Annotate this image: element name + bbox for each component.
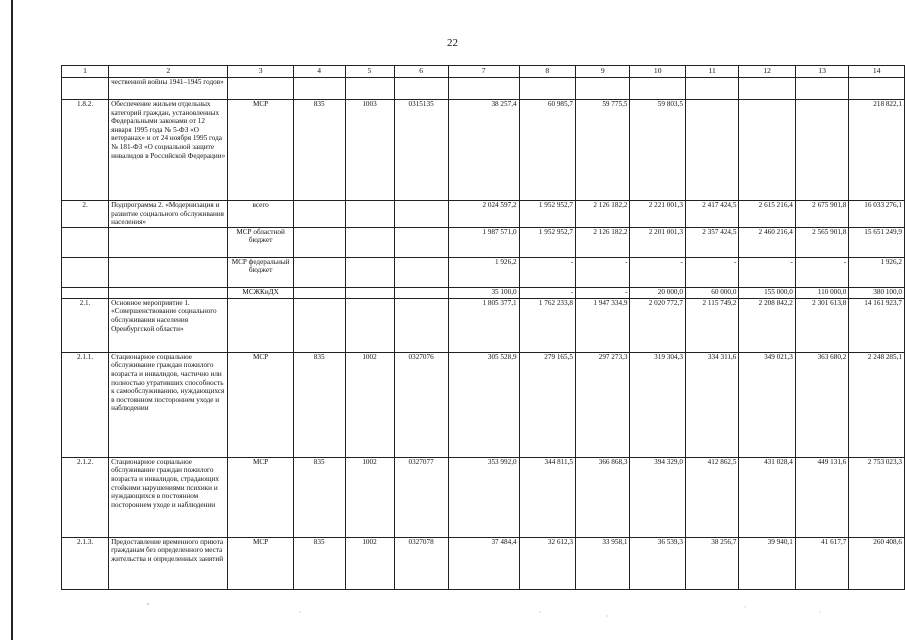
header-cell: 9 xyxy=(576,66,630,78)
amount-cell: - xyxy=(685,257,739,287)
header-cell: 4 xyxy=(293,66,345,78)
amount-cell: 1 926,2 xyxy=(849,257,905,287)
header-cell: 11 xyxy=(685,66,739,78)
amount-cell: 41 617,7 xyxy=(795,537,849,589)
funding-source-cell xyxy=(228,298,293,352)
code-target-cell xyxy=(394,227,448,257)
amount-cell: 155 000,0 xyxy=(739,287,795,298)
amount-cell: - xyxy=(519,287,575,298)
budget-table xyxy=(61,65,905,590)
amount-cell xyxy=(849,78,905,100)
row-number-cell: 2.1.2. xyxy=(62,457,109,537)
amount-cell xyxy=(630,78,685,100)
funding-source-cell: МСЖКиДХ xyxy=(228,287,293,298)
table-row xyxy=(62,298,905,352)
code-section-cell xyxy=(345,298,394,352)
table-row xyxy=(62,201,905,228)
activity-name-cell: Подпрограмма 2. «Модернизация и развитие социального обслуживания населения» xyxy=(109,201,228,228)
header-cell: 3 xyxy=(228,66,293,78)
amount-cell xyxy=(739,100,795,201)
amount-cell xyxy=(685,100,739,201)
table-row xyxy=(62,352,905,457)
code-section-cell: 1003 xyxy=(345,100,394,201)
amount-cell: 2 357 424,5 xyxy=(685,227,739,257)
header-cell: 13 xyxy=(795,66,849,78)
header-cell: 8 xyxy=(519,66,575,78)
amount-cell: 33 958,1 xyxy=(576,537,630,589)
funding-source-cell: МСР xyxy=(228,537,293,589)
amount-cell: 2 221 001,3 xyxy=(630,201,685,228)
amount-cell: 334 311,6 xyxy=(685,352,739,457)
amount-cell: 2 675 901,8 xyxy=(795,201,849,228)
code-grbs-cell xyxy=(293,257,345,287)
code-target-cell xyxy=(394,287,448,298)
amount-cell: 305 528,9 xyxy=(448,352,519,457)
amount-cell: 1 987 571,0 xyxy=(448,227,519,257)
row-number-cell xyxy=(62,227,109,257)
activity-name-cell xyxy=(109,257,228,287)
code-target-cell: 0327077 xyxy=(394,457,448,537)
amount-cell: 1 952 952,7 xyxy=(519,201,575,228)
code-grbs-cell xyxy=(293,201,345,228)
funding-source-cell: МСР xyxy=(228,352,293,457)
activity-name-cell xyxy=(109,287,228,298)
page-number: 22 xyxy=(447,37,458,49)
amount-cell: 319 304,3 xyxy=(630,352,685,457)
amount-cell: 2 417 424,5 xyxy=(685,201,739,228)
code-section-cell: 1002 xyxy=(345,457,394,537)
amount-cell: 279 165,5 xyxy=(519,352,575,457)
table-row xyxy=(62,78,905,100)
amount-cell: 412 862,5 xyxy=(685,457,739,537)
code-section-cell xyxy=(345,227,394,257)
amount-cell: 37 484,4 xyxy=(448,537,519,589)
row-number-cell: 1.8.2. xyxy=(62,100,109,201)
amount-cell: 2 248 285,1 xyxy=(849,352,905,457)
funding-source-cell: МСР федеральный бюджет xyxy=(228,257,293,287)
amount-cell: 2 208 842,2 xyxy=(739,298,795,352)
amount-cell: 2 460 216,4 xyxy=(739,227,795,257)
header-cell: 10 xyxy=(630,66,685,78)
amount-cell: 297 273,3 xyxy=(576,352,630,457)
activity-name-cell: Стационарное социальное обслуживание граждан пожилого возраста и инвалидов, страдающих стойкими нарушениями психики и нуждающихся в постоянном постороннем уходе и наблюдении xyxy=(109,457,228,537)
amount-cell: 14 161 923,7 xyxy=(849,298,905,352)
row-number-cell: 2.1.1. xyxy=(62,352,109,457)
activity-name-cell xyxy=(109,227,228,257)
amount-cell: 2 020 772,7 xyxy=(630,298,685,352)
amount-cell: 39 940,1 xyxy=(739,537,795,589)
table-row xyxy=(62,537,905,589)
amount-cell: 260 408,6 xyxy=(849,537,905,589)
code-grbs-cell xyxy=(293,227,345,257)
amount-cell: 2 126 182,2 xyxy=(576,227,630,257)
row-number-cell xyxy=(62,257,109,287)
amount-cell xyxy=(448,78,519,100)
code-target-cell xyxy=(394,298,448,352)
header-cell: 2 xyxy=(109,66,228,78)
code-grbs-cell: 835 xyxy=(293,537,345,589)
amount-cell: 363 680,2 xyxy=(795,352,849,457)
amount-cell: 2 024 597,2 xyxy=(448,201,519,228)
table-row xyxy=(62,100,905,201)
amount-cell: 449 131,6 xyxy=(795,457,849,537)
code-section-cell xyxy=(345,257,394,287)
amount-cell: 1 762 233,8 xyxy=(519,298,575,352)
amount-cell: 344 811,5 xyxy=(519,457,575,537)
code-target-cell: 0315135 xyxy=(394,100,448,201)
code-grbs-cell xyxy=(293,298,345,352)
activity-name-cell: Обеспечение жильем отдельных категорий граждан, установленных Федеральными законами от 12 января 1995 года № 5-ФЗ «О ветеранах» и от 24 ноября 1995 года № 181-ФЗ «О социальной защите инвалидов в Российской Федерации» xyxy=(109,100,228,201)
amount-cell: - xyxy=(630,257,685,287)
header-cell: 7 xyxy=(448,66,519,78)
activity-name-cell: Стационарное социальное обслуживание граждан пожилого возраста и инвалидов, частично или полностью утративших способность к самообслуживанию, нуждающихся в постоянном постороннем уходе и наблюдении xyxy=(109,352,228,457)
amount-cell: - xyxy=(576,287,630,298)
amount-cell: 2 615 216,4 xyxy=(739,201,795,228)
amount-cell: 60 985,7 xyxy=(519,100,575,201)
activity-name-cell: Основное мероприятие 1. «Совершенствование социального обслуживания населения Оренбургской области» xyxy=(109,298,228,352)
amount-cell: 1 805 377,1 xyxy=(448,298,519,352)
amount-cell: 2 301 613,8 xyxy=(795,298,849,352)
amount-cell: - xyxy=(739,257,795,287)
amount-cell: 1 926,2 xyxy=(448,257,519,287)
amount-cell: 2 126 182,2 xyxy=(576,201,630,228)
funding-source-cell: МСР xyxy=(228,457,293,537)
code-target-cell xyxy=(394,201,448,228)
amount-cell: 1 952 952,7 xyxy=(519,227,575,257)
code-section-cell xyxy=(345,287,394,298)
amount-cell: 16 033 276,1 xyxy=(849,201,905,228)
funding-source-cell xyxy=(228,78,293,100)
code-section-cell: 1002 xyxy=(345,352,394,457)
amount-cell xyxy=(739,78,795,100)
row-number-cell xyxy=(62,287,109,298)
amount-cell xyxy=(795,78,849,100)
amount-cell: 32 612,3 xyxy=(519,537,575,589)
amount-cell: 2 753 023,3 xyxy=(849,457,905,537)
code-section-cell: 1002 xyxy=(345,537,394,589)
header-cell: 5 xyxy=(345,66,394,78)
activity-name-cell: чественной войны 1941–1945 годов» xyxy=(109,78,228,100)
amount-cell: 35 100,0 xyxy=(448,287,519,298)
amount-cell: 38 256,7 xyxy=(685,537,739,589)
table-header-row xyxy=(62,66,905,78)
code-grbs-cell: 835 xyxy=(293,457,345,537)
header-cell: 14 xyxy=(849,66,905,78)
code-target-cell: 0327078 xyxy=(394,537,448,589)
code-target-cell: 0327076 xyxy=(394,352,448,457)
code-target-cell xyxy=(394,257,448,287)
amount-cell: - xyxy=(519,257,575,287)
amount-cell xyxy=(519,78,575,100)
amount-cell: 20 000,0 xyxy=(630,287,685,298)
table-row xyxy=(62,257,905,287)
row-number-cell xyxy=(62,78,109,100)
funding-source-cell: всего xyxy=(228,201,293,228)
amount-cell: 353 992,0 xyxy=(448,457,519,537)
amount-cell: - xyxy=(795,257,849,287)
code-target-cell xyxy=(394,78,448,100)
code-grbs-cell: 835 xyxy=(293,352,345,457)
amount-cell: 394 329,0 xyxy=(630,457,685,537)
amount-cell: 60 000,0 xyxy=(685,287,739,298)
amount-cell: 1 947 334,9 xyxy=(576,298,630,352)
code-grbs-cell xyxy=(293,287,345,298)
amount-cell: 15 651 249,9 xyxy=(849,227,905,257)
amount-cell: 2 115 749,2 xyxy=(685,298,739,352)
funding-source-cell: МСР xyxy=(228,100,293,201)
amount-cell: 110 000,0 xyxy=(795,287,849,298)
header-cell: 12 xyxy=(739,66,795,78)
row-number-cell: 2.1.3. xyxy=(62,537,109,589)
activity-name-cell: Предоставление временного приюта гражданам без определенного места жительства и определенных занятий xyxy=(109,537,228,589)
page-edge-line xyxy=(11,0,13,640)
row-number-cell: 2.1. xyxy=(62,298,109,352)
amount-cell: 366 868,3 xyxy=(576,457,630,537)
table-row xyxy=(62,457,905,537)
amount-cell: 36 539,3 xyxy=(630,537,685,589)
amount-cell: 218 822,1 xyxy=(849,100,905,201)
code-grbs-cell xyxy=(293,78,345,100)
header-cell: 6 xyxy=(394,66,448,78)
code-section-cell xyxy=(345,201,394,228)
amount-cell xyxy=(795,100,849,201)
header-cell: 1 xyxy=(62,66,109,78)
row-number-cell: 2. xyxy=(62,201,109,228)
amount-cell: 2 565 901,8 xyxy=(795,227,849,257)
amount-cell: 59 775,5 xyxy=(576,100,630,201)
amount-cell: - xyxy=(576,257,630,287)
amount-cell: 59 803,5 xyxy=(630,100,685,201)
amount-cell xyxy=(685,78,739,100)
amount-cell: 2 201 001,3 xyxy=(630,227,685,257)
table-row xyxy=(62,287,905,298)
code-section-cell xyxy=(345,78,394,100)
amount-cell: 38 257,4 xyxy=(448,100,519,201)
funding-source-cell: МСР областной бюджет xyxy=(228,227,293,257)
amount-cell: 380 100,0 xyxy=(849,287,905,298)
code-grbs-cell: 835 xyxy=(293,100,345,201)
amount-cell: 349 021,3 xyxy=(739,352,795,457)
amount-cell xyxy=(576,78,630,100)
table-row xyxy=(62,227,905,257)
amount-cell: 431 028,4 xyxy=(739,457,795,537)
